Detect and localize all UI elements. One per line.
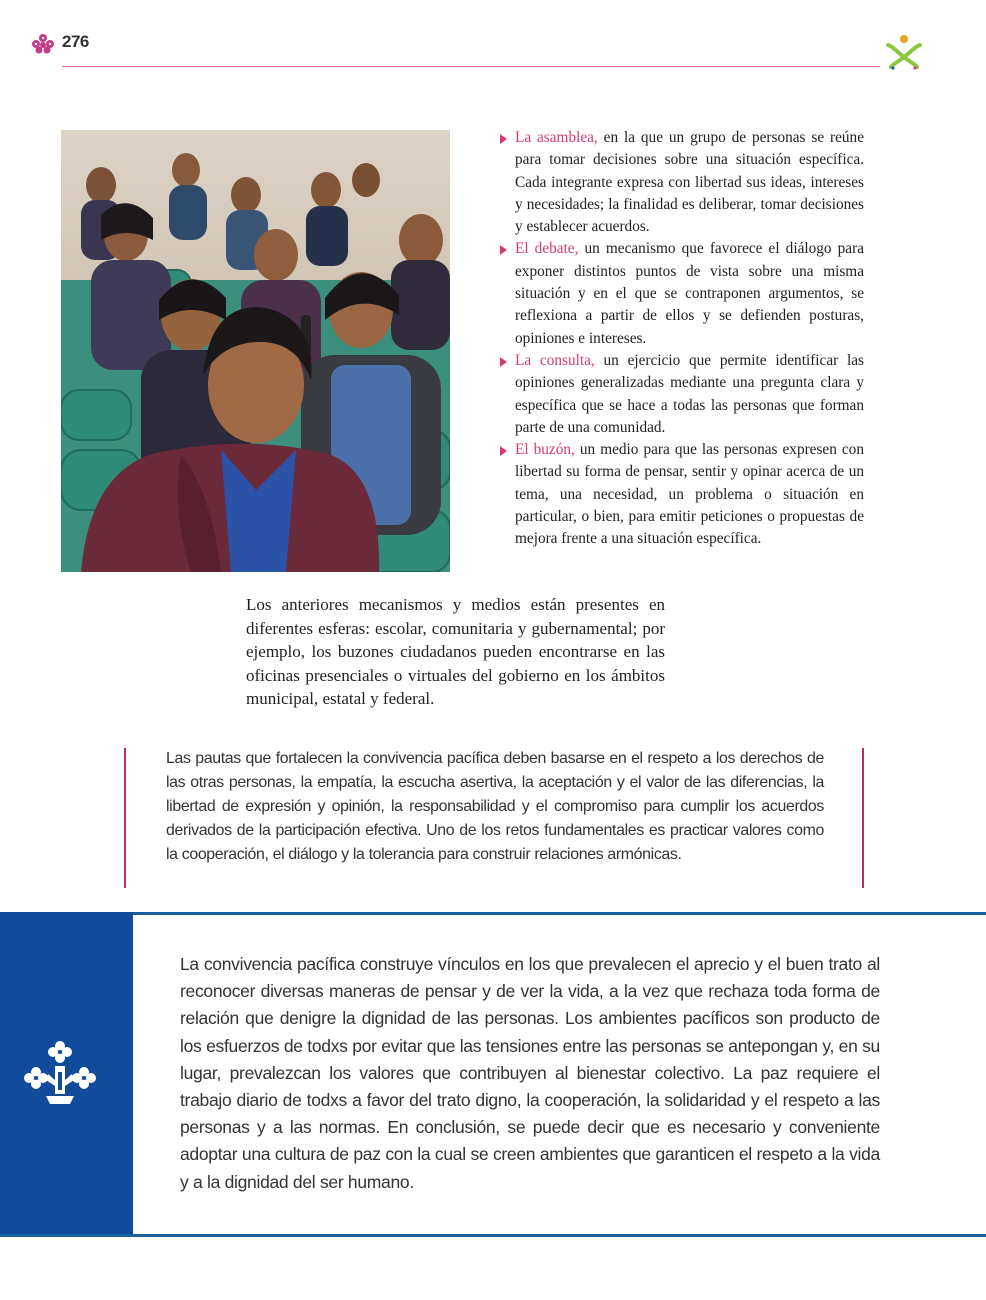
bullet-triangle-icon [500,245,507,255]
frame-left-bar [124,748,126,888]
bullet-triangle-icon [500,134,507,144]
list-item [498,238,864,349]
bullet-triangle-icon [500,446,507,456]
figure-logo-icon [884,33,924,71]
mechanism-description: un ejercicio que permite identificar las opiniones generalizadas mediante una pregunta clara y específica que se hace a todas las personas que forman parte de una comunidad. [515,351,864,436]
mechanisms-list [498,127,864,551]
mechanism-term: La consulta, [515,351,595,369]
bullet-triangle-icon [500,357,507,367]
mechanism-description: un medio para que las personas expresen con libertad su forma de pensar, sentir y opinar acerca de un tema, una necesidad, un problema o situación en particular, o bien, para emitir peticiones o propuestas de mejora frente a una situación específica. [515,441,864,548]
mechanism-term: El debate, [515,240,579,258]
mechanism-term: El buzón, [515,441,575,459]
frame-right-bar [862,748,864,888]
page-number: 276 [62,32,89,51]
list-item [498,127,864,238]
box-top-rule [0,912,986,915]
floral-emblem-icon [24,1038,96,1106]
summary-paragraph: La convivencia pacífica construye vínculos en los que prevalecen el aprecio y el buen trato al reconocer diversas maneras de pensar y de ver la vida, a la vez que rechaza toda forma de relación que denigre la dignidad de las personas. Los ambientes pacíficos son producto de los esfuerzos de todxs por evitar que las tensiones entre las personas se antepongan y, en su lugar, prevalezcan los valores que contribuyen al bienestar colectivo. La paz requiere el trabajo diario de todxs a favor del trato digno, la cooperación, la solidaridad y el respeto a las personas y a las normas. En conclusión, se puede decir que es necesario y conveniente adoptar una cultura de paz con la cual se creen ambientes que garanticen el respeto a la vida y a la dignidad del ser humano. [180,954,880,1192]
list-item [498,350,864,439]
flower-ornament-icon [30,33,56,55]
mechanism-description: un mecanismo que favorece el diálogo para exponer distintos puntos de vista sobre una misma situación y en el que se contraponen argumentos, se reflexiona a partir de ellos y se defienden posturas, opiniones e intereses. [515,240,864,347]
crowd-photo [61,130,450,572]
box-bottom-rule [0,1234,986,1237]
mechanism-description: en la que un grupo de personas se reúne para tomar decisiones sobre una situación específica. Cada integrante expresa con libertad sus ideas, intereses y necesidades; la finalidad es deliberar, tomar decisiones y establecer acuerdos. [515,129,864,236]
pautas-paragraph: Las pautas que fortalecen la convivencia pacífica deben basarse en el respeto a los derechos de las otras personas, la empatía, la escucha asertiva, la aceptación y el valor de las diferencias, la libertad de expresión y opinión, la responsabilidad y el compromiso para cumplir los acuerdos derivados de la participación efectiva. Uno de los retos fundamentales es practicar valores como la cooperación, el diálogo y la tolerancia para construir relaciones armónicas. [166,750,824,864]
mechanisms-note: Los anteriores mecanismos y medios están presentes en diferentes esferas: escolar, comunitaria y gubernamental; por ejemplo, los buzones ciudadanos pueden encontrarse en las oficinas presenciales o virtuales del gobierno en los ámbitos municipal, estatal y federal. [246,595,665,709]
list-item [498,439,864,550]
header-rule [62,66,880,67]
mechanism-term: La asamblea, [515,129,598,146]
